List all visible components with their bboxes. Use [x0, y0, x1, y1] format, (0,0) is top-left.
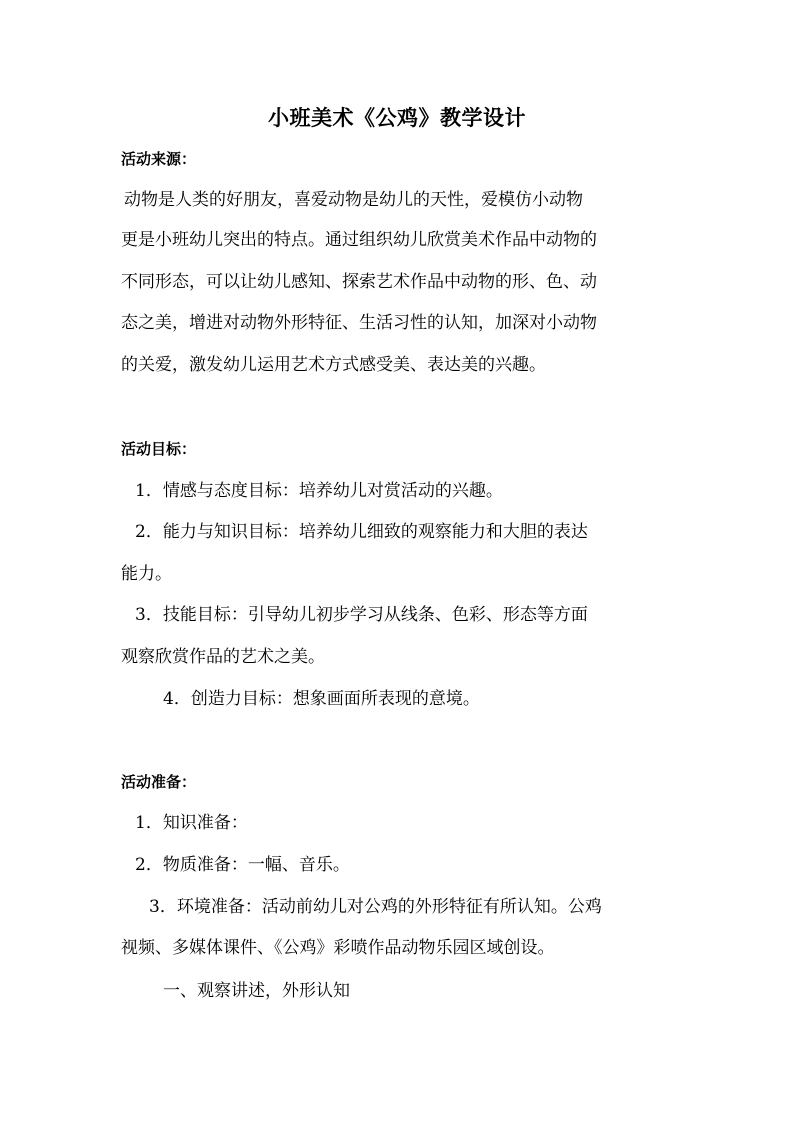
preparation-item: 2．物质准备：一幅、音乐。: [135, 855, 350, 875]
paragraph-line: 动物是人类的好朋友，喜爱动物是幼儿的天性，爱模仿小动物: [124, 190, 583, 210]
section-heading-source: 活动来源：: [121, 150, 197, 168]
subsection-heading: 一、观察讲述，外形认知: [163, 981, 350, 1001]
preparation-item: 3．环境准备：活动前幼儿对公鸡的外形特征有所认知。公鸡: [149, 897, 602, 917]
goal-item: 4．创造力目标：想象画面所表现的意境。: [163, 689, 480, 709]
goal-item-continuation: 能力。: [121, 564, 172, 584]
document-title: 小班美术《公鸡》教学设计: [268, 105, 526, 130]
preparation-item: 1．知识准备：: [135, 813, 248, 833]
section-heading-preparation: 活动准备：: [121, 773, 197, 791]
preparation-item-continuation: 视频、多媒体课件、《公鸡》彩喷作品动物乐园区域创设。: [121, 938, 555, 958]
paragraph-line: 不同形态，可以让幼儿感知、探索艺术作品中动物的形、色、动: [121, 272, 597, 292]
goal-item: 3．技能目标：引导幼儿初步学习从线条、色彩、形态等方面: [135, 605, 588, 625]
goal-item: 2．能力与知识目标：培养幼儿细致的观察能力和大胆的表达: [135, 522, 588, 542]
goal-item-continuation: 观察欣赏作品的艺术之美。: [121, 647, 325, 667]
section-heading-goals: 活动目标：: [121, 440, 197, 458]
goal-item: 1．情感与态度目标：培养幼儿对赏活动的兴趣。: [135, 481, 503, 501]
paragraph-line: 的关爱，激发幼儿运用艺术方式感受美、表达美的兴趣。: [121, 355, 546, 375]
paragraph-line: 更是小班幼儿突出的特点。通过组织幼儿欣赏美术作品中动物的: [121, 230, 597, 250]
paragraph-line: 态之美，增进对动物外形特征、生活习性的认知，加深对小动物: [121, 313, 597, 333]
